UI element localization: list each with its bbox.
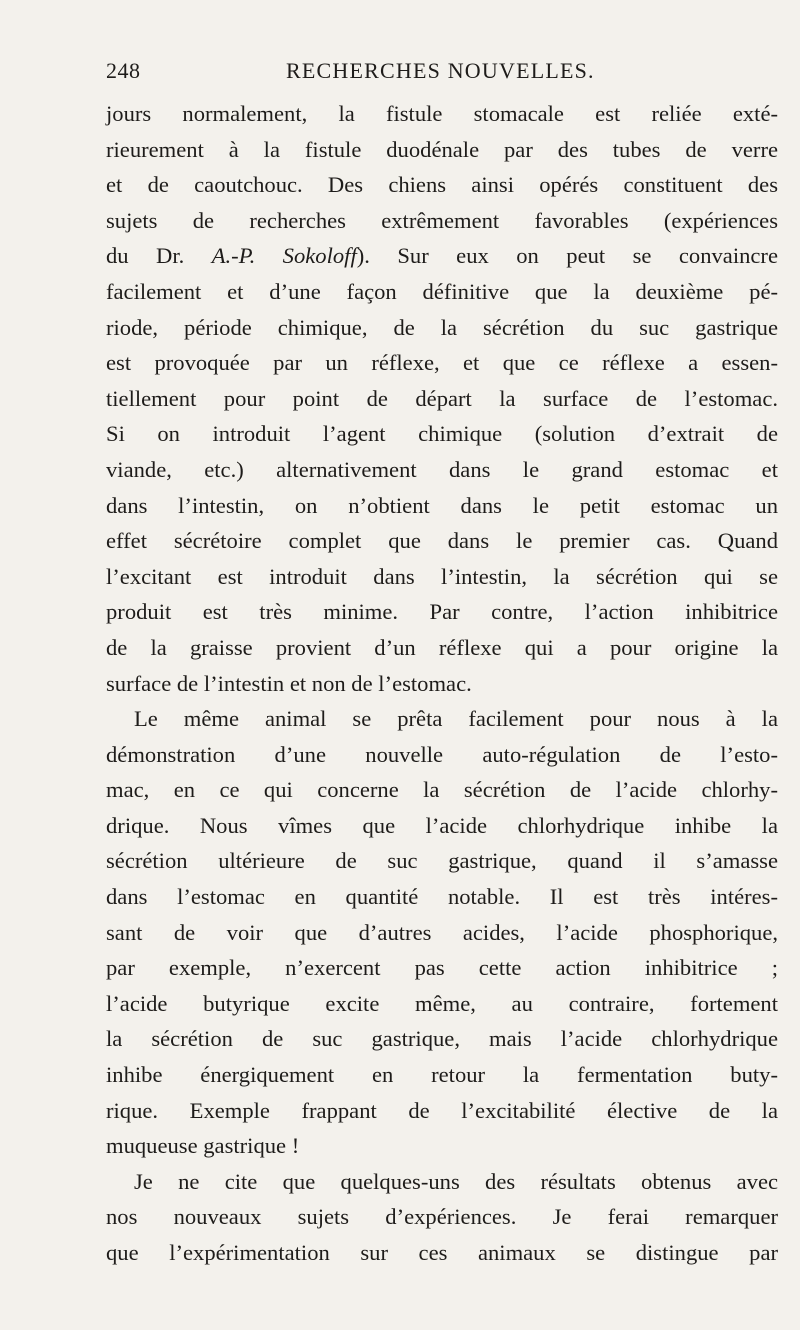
author-name: A.-P. Sokoloff	[211, 243, 357, 269]
text-line: est provoquée par un réflexe, et que ce réflexe a essen-	[106, 350, 778, 376]
text-segment: du Dr.	[106, 243, 212, 269]
text-line: facilement et d’une façon définitive que la deuxième pé-	[106, 278, 778, 304]
text-line: effet sécrétoire complet que dans le premier cas. Quand	[106, 528, 778, 554]
text-line: surface de l’intestin et non de l’estomac.	[106, 670, 472, 696]
text-line: Si on introduit l’agent chimique (solution d’extrait de	[106, 421, 778, 447]
text-line: l’excitant est introduit dans l’intestin, la sécrétion qui se	[106, 563, 778, 589]
text-line: rieurement à la fistule duodénale par des tubes de verre	[106, 136, 778, 162]
text-line	[106, 238, 778, 274]
text-line: jours normalement, la fistule stomacale est reliée exté-	[106, 101, 778, 126]
text-line: par exemple, n’exercent pas cette action inhibitrice ;	[106, 955, 778, 981]
text-line: sujets de recherches extrêmement favorables (expériences	[106, 207, 778, 233]
text-line: dans l’intestin, on n’obtient dans le petit estomac un	[106, 492, 778, 518]
text-line: rique. Exemple frappant de l’excitabilité élective de la	[106, 1097, 778, 1123]
text-line: sant de voir que d’autres acides, l’acide phosphorique,	[106, 919, 778, 945]
text-line: l’acide butyrique excite même, au contraire, fortement	[106, 990, 778, 1016]
text-line: dans l’estomac en quantité notable. Il est très intéres-	[106, 884, 778, 910]
text-line: tiellement pour point de départ la surface de l’estomac.	[106, 385, 778, 411]
text-line: inhibe énergiquement en retour la fermentation buty-	[106, 1062, 778, 1088]
text-line: nos nouveaux sujets d’expériences. Je ferai remarquer	[106, 1204, 778, 1230]
running-title: RECHERCHES NOUVELLES.	[286, 58, 595, 83]
text-line: de la graisse provient d’un réflexe qui a pour origine la	[106, 634, 778, 660]
text-line: démonstration d’une nouvelle auto-régulation de l’esto-	[106, 741, 778, 767]
text-line: muqueuse gastrique !	[106, 1133, 300, 1159]
text-line: drique. Nous vîmes que l’acide chlorhydrique inhibe la	[106, 812, 778, 838]
text-segment: ). Sur eux on peut se convaincre	[356, 243, 778, 269]
text-line: sécrétion ultérieure de suc gastrique, quand il s’amasse	[106, 848, 778, 874]
running-head	[106, 58, 778, 88]
text-line: et de caoutchouc. Des chiens ainsi opérés constituent des	[106, 172, 778, 198]
text-line: riode, période chimique, de la sécrétion du suc gastrique	[106, 314, 778, 340]
book-page	[106, 58, 778, 1271]
text-line: mac, en ce qui concerne la sécrétion de l’acide chlorhy-	[106, 777, 778, 803]
text-line: viande, etc.) alternativement dans le grand estomac et	[106, 456, 778, 482]
text-line: que l’expérimentation sur ces animaux se distingue par	[106, 1240, 778, 1265]
body-text	[106, 96, 778, 1271]
text-line: Je ne cite que quelques-uns des résultats obtenus avec	[134, 1168, 778, 1194]
text-line: produit est très minime. Par contre, l’action inhibitrice	[106, 599, 778, 625]
text-line: Le même animal se prêta facilement pour nous à la	[134, 706, 778, 732]
text-line: la sécrétion de suc gastrique, mais l’acide chlorhydrique	[106, 1026, 778, 1052]
page-number: 248	[106, 58, 141, 83]
